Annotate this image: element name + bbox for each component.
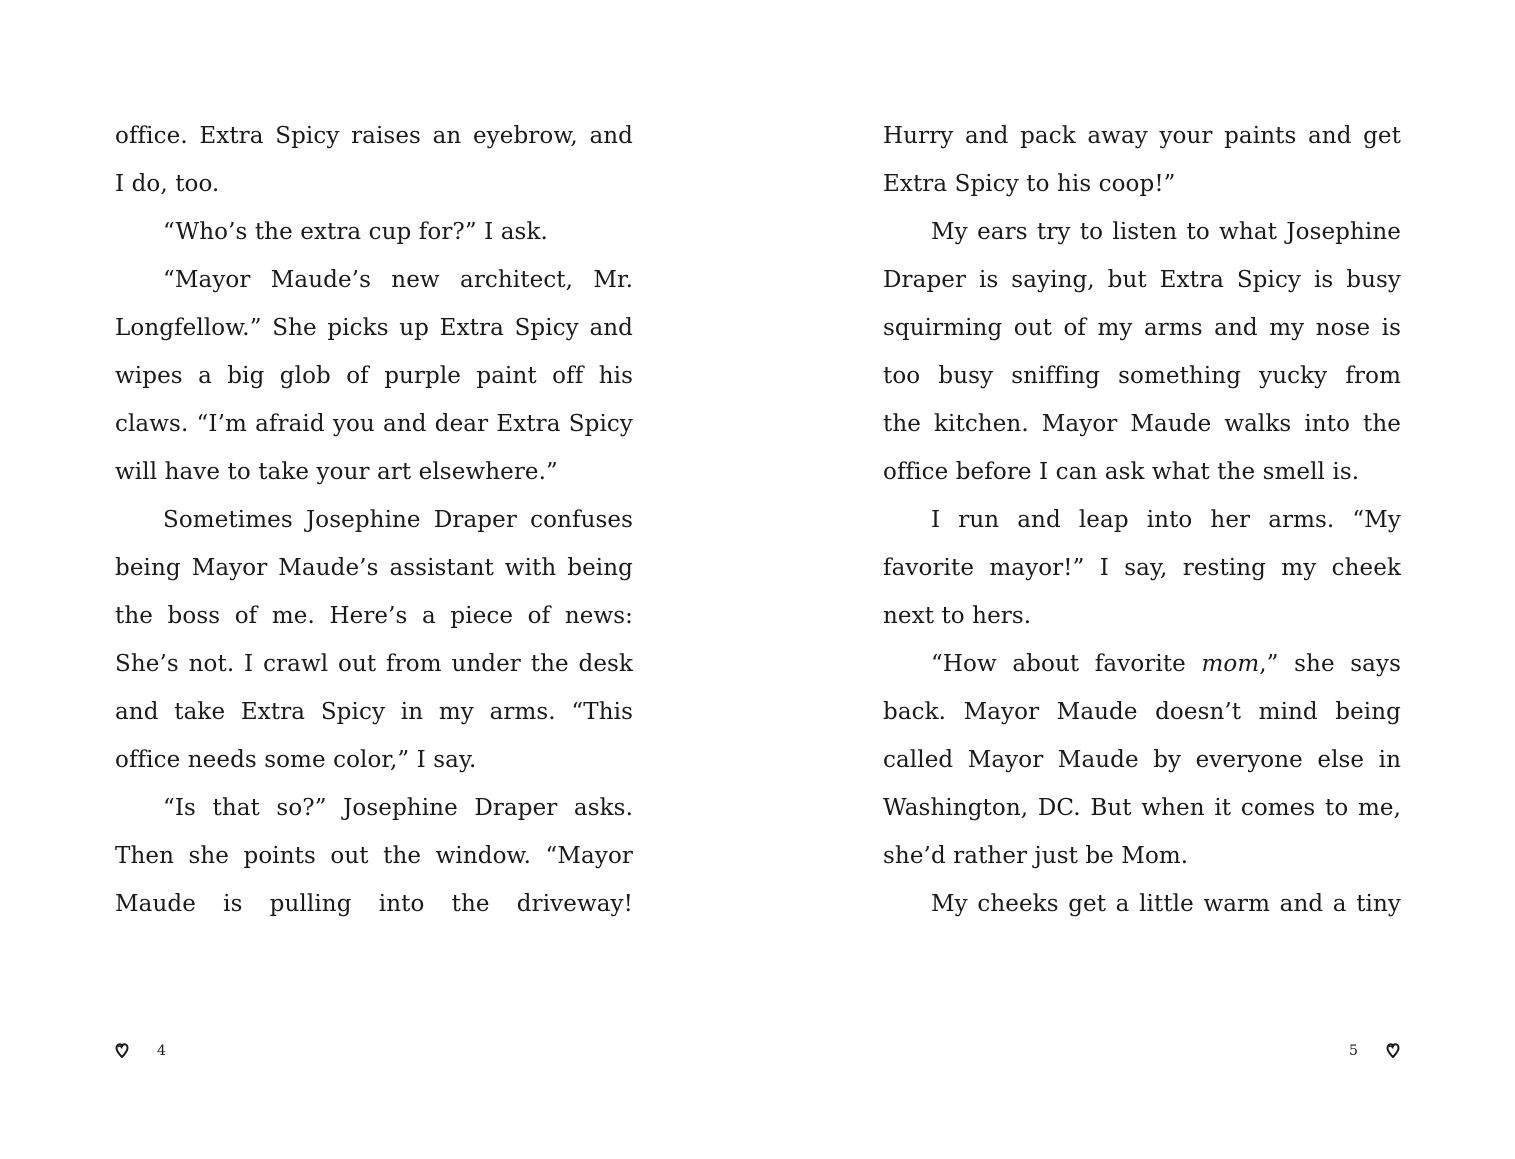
page-number: 5 [1349,1043,1358,1059]
text-line: favorite mayor!” I say, resting my cheek [883,555,1401,581]
text-line: Longfellow.” She picks up Extra Spicy and [115,315,633,341]
text-line: back. Mayor Maude doesn’t mind being [883,699,1401,725]
text-line: Washington, DC. But when it comes to me, [883,795,1401,821]
text-line: I do, too. [115,171,220,197]
text-line: wipes a big glob of purple paint off his [115,363,633,389]
page-number: 4 [157,1043,166,1059]
emphasis: mom [1201,651,1260,677]
text-line: she’d rather just be Mom. [883,843,1189,869]
text-line: My ears try to listen to what Josephine [931,219,1401,245]
right-page-text [883,112,1401,928]
text-line: being Mayor Maude’s assistant with being [115,555,633,581]
text-line: “Mayor Maude’s new architect, Mr. [163,267,633,293]
text-line: will have to take your art elsewhere.” [115,459,558,485]
right-page-footer [1349,1038,1400,1064]
text-line: Maude is pulling into the driveway! [115,891,633,917]
text-line: called Mayor Maude by everyone else in [883,747,1401,773]
text-line: squirming out of my arms and my nose is [883,315,1401,341]
text-line: Sometimes Josephine Draper confuses [163,507,633,533]
text-line: Then she points out the window. “Mayor [115,843,633,869]
text-line: and take Extra Spicy in my arms. “This [115,699,633,725]
text-line: She’s not. I crawl out from under the desk [115,651,633,677]
heart-icon [115,1042,129,1060]
text-line: “Who’s the extra cup for?” I ask. [163,219,548,245]
text-line: office. Extra Spicy raises an eyebrow, and [115,123,633,149]
left-page-footer [115,1038,166,1064]
text-line: next to hers. [883,603,1032,629]
heart-icon [1386,1042,1400,1060]
text-line: Hurry and pack away your paints and get [883,123,1401,149]
text-line: office before I can ask what the smell is. [883,459,1360,485]
text-line: “How about favorite mom,” she says [931,651,1401,677]
text-line: the boss of me. Here’s a piece of news: [115,603,633,629]
text-line: the kitchen. Mayor Maude walks into the [883,411,1401,437]
text-line: “Is that so?” Josephine Draper asks. [163,795,633,821]
text-line: Draper is saying, but Extra Spicy is busy [883,267,1401,293]
text-line: Extra Spicy to his coop!” [883,171,1176,197]
text-line: claws. “I’m afraid you and dear Extra Spicy [115,411,633,437]
text-line: office needs some color,” I say. [115,747,477,773]
left-page-text [115,112,633,928]
text-line: My cheeks get a little warm and a tiny [931,891,1401,917]
text-line: too busy sniffing something yucky from [883,363,1401,389]
text-line: I run and leap into her arms. “My [931,507,1401,533]
